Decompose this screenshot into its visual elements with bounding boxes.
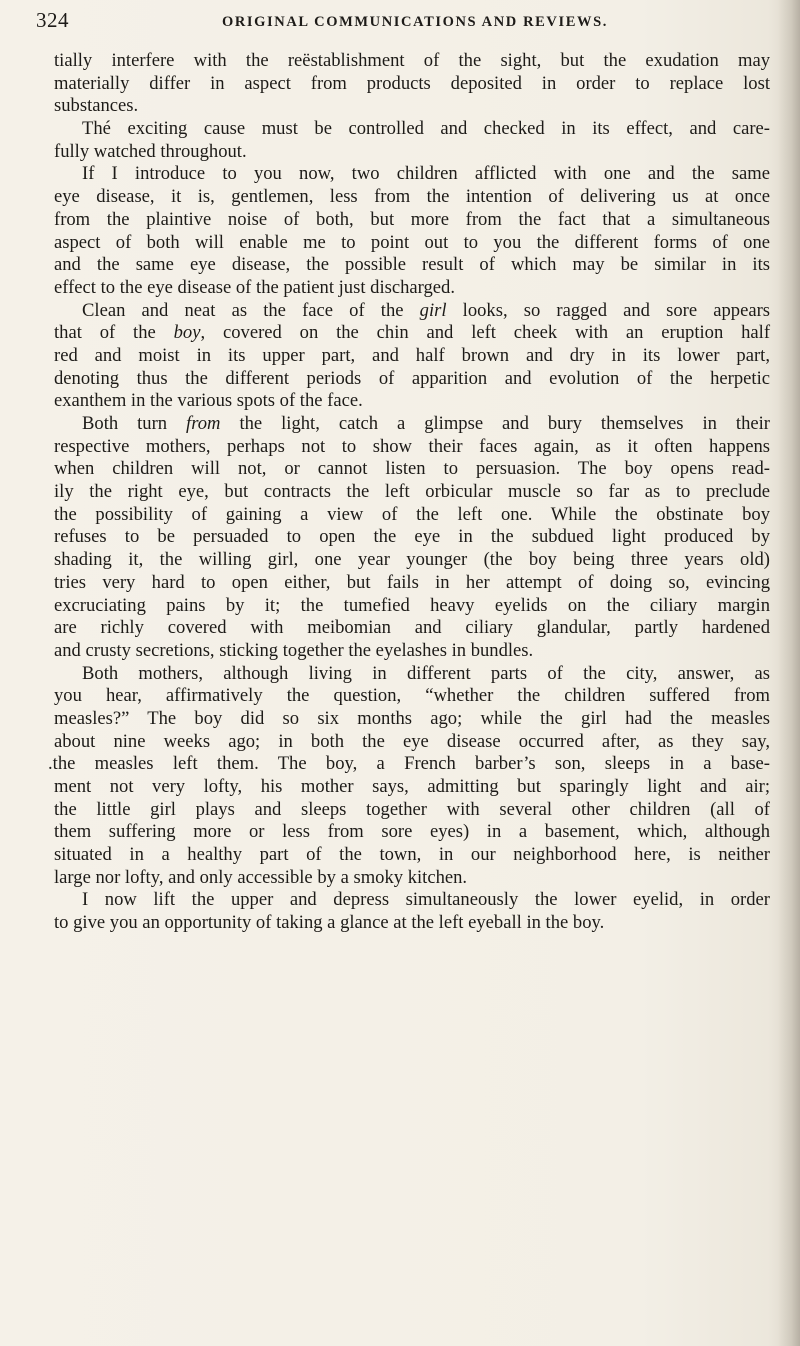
text-line: substances. bbox=[54, 95, 139, 117]
text-line: when children will not, or cannot listen to persuasion. The boy opens read- bbox=[54, 458, 770, 480]
text-line: situated in a healthy part of the town, in our neighborhood here, is neither bbox=[54, 844, 770, 866]
body-text bbox=[48, 50, 771, 935]
text-line: are richly covered with meibomian and ciliary glandular, partly hardened bbox=[54, 617, 770, 639]
paragraph bbox=[48, 662, 770, 890]
text-run: Clean and neat as the face of the bbox=[82, 299, 420, 321]
text-line: denoting thus the different periods of apparition and evolution of the herpetic bbox=[54, 367, 770, 389]
italic-word: from bbox=[186, 413, 221, 434]
text-line bbox=[54, 300, 770, 323]
text-line: tially interfere with the reëstablishment of the sight, but the exudation may bbox=[54, 50, 770, 71]
text-line: ment not very lofty, his mother says, admitting but sparingly light and air; bbox=[54, 776, 770, 797]
text-line: to give you an opportunity of taking a glance at the left eyeball in the boy. bbox=[54, 912, 605, 934]
text-line: materially differ in aspect from products deposited in order to replace lost bbox=[54, 72, 770, 94]
text-line: If I introduce to you now, two children afflicted with one and the same bbox=[82, 163, 770, 185]
text-run: Both turn bbox=[82, 413, 187, 434]
text-line: the possibility of gaining a view of the left one. While the obstinate boy bbox=[54, 503, 770, 525]
text-line: measles?” The boy did so six months ago; while the girl had the measles bbox=[54, 707, 770, 729]
text-line: from the plaintive noise of both, but more from the fact that a simultaneous bbox=[54, 208, 770, 230]
paragraph bbox=[54, 413, 770, 663]
paragraph bbox=[54, 300, 770, 413]
text-line: fully watched throughout. bbox=[54, 140, 247, 162]
text-line: about nine weeks ago; in both the eye disease occurred after, as they say, bbox=[54, 730, 770, 752]
text-line: ily the right eye, but contracts the left orbicular muscle so far as to preclude bbox=[54, 481, 770, 503]
text-line: shading it, the willing girl, one year younger (the boy being three years old) bbox=[54, 549, 770, 571]
paragraph bbox=[54, 889, 770, 934]
text-line: and crusty secretions, sticking together the eyelashes in bundles. bbox=[54, 639, 534, 661]
text-line bbox=[54, 322, 770, 345]
text-line: red and moist in its upper part, and half brown and dry in its lower part, bbox=[54, 344, 770, 366]
text-run: looks, so ragged and sore appears bbox=[446, 299, 770, 321]
text-line: respective mothers, perhaps not to show their faces again, as it often happens bbox=[54, 435, 770, 457]
text-line: you hear, affirmatively the question, “whether the children suffered from bbox=[54, 685, 770, 707]
text-line: eye disease, it is, gentlemen, less from the intention of delivering us at once bbox=[54, 186, 770, 208]
running-head: ORIGINAL COMMUNICATIONS AND REVIEWS. bbox=[221, 14, 609, 30]
text-line: tries very hard to open either, but fails in her attempt of doing so, evincing bbox=[54, 571, 770, 593]
text-line: them suffering more or less from sore eyes) in a basement, which, although bbox=[54, 821, 770, 843]
text-line: effect to the eye disease of the patient just discharged. bbox=[54, 276, 456, 298]
text-run: , covered on the chin and left cheek with an eruption half bbox=[200, 322, 771, 344]
text-line: .the measles left them. The boy, a French barber’s son, sleeps in a base- bbox=[48, 753, 770, 775]
text-line: refuses to be persuaded to open the eye in the subdued light produced by bbox=[54, 526, 770, 548]
text-line: large nor lofty, and only accessible by a smoky kitchen. bbox=[54, 866, 468, 888]
text-line: the little girl plays and sleeps together with several other children (all of bbox=[54, 798, 770, 820]
text-line: excruciating pains by it; the tumefied heavy eyelids on the ciliary margin bbox=[54, 594, 770, 616]
text-run: the light, catch a glimpse and bury themselves in their bbox=[220, 413, 770, 434]
text-line: Thé exciting cause must be controlled and checked in its effect, and care- bbox=[82, 118, 770, 140]
text-line: aspect of both will enable me to point out to you the different forms of one bbox=[54, 231, 770, 253]
text-line: Both mothers, although living in different parts of the city, answer, as bbox=[82, 662, 770, 684]
italic-word: boy bbox=[173, 322, 201, 344]
text-line: exanthem in the various spots of the face. bbox=[54, 390, 363, 412]
page-header bbox=[36, 8, 756, 38]
text-run: that of the bbox=[54, 322, 174, 344]
italic-word: girl bbox=[419, 299, 447, 321]
page-edge-shadow bbox=[778, 0, 800, 1346]
text-line: I now lift the upper and depress simultaneously the lower eyelid, in order bbox=[82, 889, 770, 911]
paragraph bbox=[54, 50, 770, 118]
page-number: 324 bbox=[36, 8, 69, 32]
paragraph bbox=[54, 163, 770, 299]
text-line bbox=[54, 413, 770, 436]
paragraph bbox=[54, 118, 770, 163]
text-line: and the same eye disease, the possible result of which may be similar in its bbox=[54, 254, 770, 276]
